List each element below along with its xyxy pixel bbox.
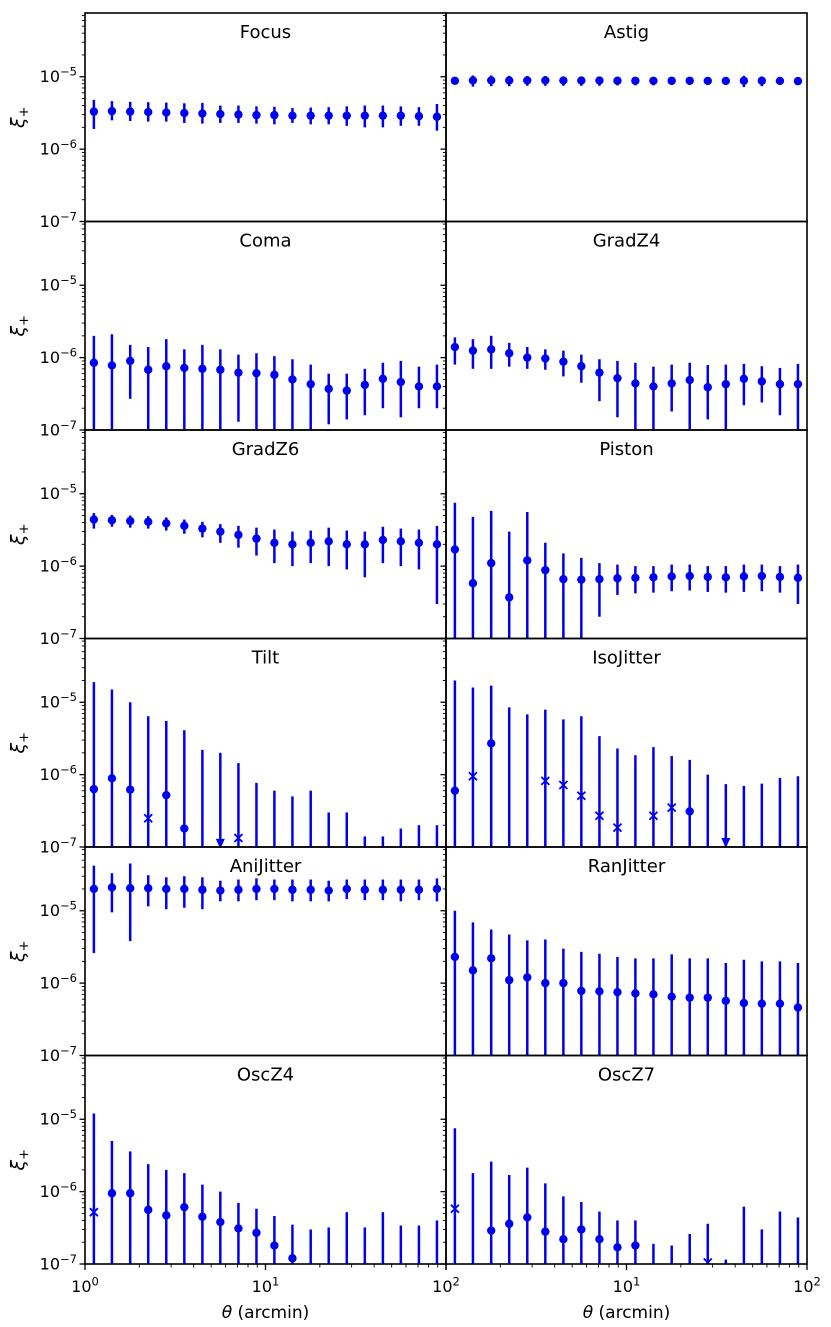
data-point bbox=[487, 76, 495, 84]
y-tick-label: $10^{-7}$ bbox=[39, 1252, 77, 1274]
data-point bbox=[90, 785, 98, 793]
data-point bbox=[577, 987, 585, 995]
data-point bbox=[270, 885, 278, 893]
data-point bbox=[415, 886, 423, 894]
data-point bbox=[397, 378, 405, 386]
data-point bbox=[361, 540, 369, 548]
data-point bbox=[252, 534, 260, 542]
data-point bbox=[198, 886, 206, 894]
data-point bbox=[776, 77, 784, 85]
data-point bbox=[126, 357, 134, 365]
data-point bbox=[90, 515, 98, 523]
data-point bbox=[523, 353, 531, 361]
y-tick-label: $10^{-7}$ bbox=[39, 1043, 77, 1065]
y-tick-label: $10^{-5}$ bbox=[39, 273, 77, 295]
data-point bbox=[252, 111, 260, 119]
data-point bbox=[668, 572, 676, 580]
data-point bbox=[686, 993, 694, 1001]
data-point bbox=[722, 573, 730, 581]
data-point bbox=[415, 112, 423, 120]
data-point bbox=[198, 1213, 206, 1221]
data-point bbox=[613, 374, 621, 382]
data-point bbox=[631, 1241, 639, 1249]
data-point bbox=[794, 574, 802, 582]
data-point bbox=[343, 386, 351, 394]
panel-title: Astig bbox=[603, 22, 650, 43]
data-point bbox=[415, 382, 423, 390]
data-point bbox=[505, 76, 513, 84]
data-point bbox=[379, 886, 387, 894]
data-point bbox=[234, 886, 242, 894]
data-point bbox=[180, 522, 188, 530]
data-point bbox=[686, 77, 694, 85]
data-point bbox=[613, 988, 621, 996]
data-point bbox=[541, 354, 549, 362]
y-tick-label: $10^{-7}$ bbox=[39, 626, 77, 648]
data-point bbox=[90, 885, 98, 893]
data-point bbox=[343, 540, 351, 548]
data-point bbox=[162, 519, 170, 527]
data-point bbox=[162, 1211, 170, 1219]
panel-title: OscZ7 bbox=[597, 1064, 656, 1086]
data-point bbox=[397, 886, 405, 894]
data-point bbox=[613, 77, 621, 85]
data-point bbox=[649, 77, 657, 85]
data-point bbox=[216, 527, 224, 535]
data-point bbox=[361, 111, 369, 119]
y-axis-label: $\xi_+$ bbox=[7, 940, 32, 963]
data-point bbox=[288, 375, 296, 383]
data-point bbox=[704, 77, 712, 85]
data-point bbox=[451, 343, 459, 351]
data-point bbox=[379, 111, 387, 119]
data-point bbox=[776, 573, 784, 581]
data-point bbox=[325, 886, 333, 894]
panel-title: RanJitter bbox=[587, 856, 666, 877]
data-point bbox=[451, 77, 459, 85]
data-point bbox=[325, 385, 333, 393]
x-axis-label: θ (arcmin) bbox=[582, 1303, 671, 1323]
data-point bbox=[577, 76, 585, 84]
data-point bbox=[180, 824, 188, 832]
data-point bbox=[379, 536, 387, 544]
y-tick-label: $10^{-6}$ bbox=[39, 345, 77, 368]
data-point bbox=[252, 369, 260, 377]
data-point bbox=[108, 883, 116, 891]
data-point bbox=[270, 1241, 278, 1249]
data-point bbox=[595, 76, 603, 84]
data-point bbox=[595, 1235, 603, 1243]
data-point bbox=[162, 108, 170, 116]
data-point bbox=[523, 1213, 531, 1221]
data-point bbox=[523, 556, 531, 564]
data-point bbox=[740, 999, 748, 1007]
data-point bbox=[307, 111, 315, 119]
data-point bbox=[686, 376, 694, 384]
y-tick-label: $10^{-5}$ bbox=[39, 1107, 77, 1129]
data-point bbox=[144, 518, 152, 526]
data-point bbox=[631, 989, 639, 997]
data-point bbox=[126, 785, 134, 793]
panel-title: OscZ4 bbox=[236, 1064, 295, 1086]
data-point bbox=[180, 885, 188, 893]
y-tick-label: $10^{-7}$ bbox=[39, 418, 77, 440]
data-point bbox=[559, 1235, 567, 1243]
data-point bbox=[686, 572, 694, 580]
data-point bbox=[108, 107, 116, 115]
data-point bbox=[216, 366, 224, 374]
data-point bbox=[541, 1227, 549, 1235]
data-point bbox=[758, 377, 766, 385]
data-point bbox=[180, 1203, 188, 1211]
data-point bbox=[126, 517, 134, 525]
data-point bbox=[180, 109, 188, 117]
data-point bbox=[740, 572, 748, 580]
data-point bbox=[270, 371, 278, 379]
data-point bbox=[198, 109, 206, 117]
data-point bbox=[595, 368, 603, 376]
data-point bbox=[613, 574, 621, 582]
y-tick-label: $10^{-6}$ bbox=[39, 554, 77, 576]
data-point bbox=[794, 1003, 802, 1011]
data-point bbox=[162, 362, 170, 370]
data-point bbox=[144, 884, 152, 892]
panel-title: GradZ6 bbox=[231, 439, 300, 460]
data-point bbox=[144, 366, 152, 374]
data-point bbox=[631, 379, 639, 387]
data-point bbox=[90, 359, 98, 367]
x-tick-label: $10^0$ bbox=[71, 1274, 99, 1296]
data-point bbox=[722, 380, 730, 388]
data-point bbox=[649, 990, 657, 998]
data-point bbox=[631, 77, 639, 85]
panel-title: Focus bbox=[239, 22, 292, 43]
data-point bbox=[180, 364, 188, 372]
data-point bbox=[288, 540, 296, 548]
data-point bbox=[162, 885, 170, 893]
data-point bbox=[270, 111, 278, 119]
data-point bbox=[559, 76, 567, 84]
data-point bbox=[668, 379, 676, 387]
data-point bbox=[397, 111, 405, 119]
data-point bbox=[559, 979, 567, 987]
y-tick-label: $10^{-6}$ bbox=[39, 971, 77, 993]
data-point bbox=[451, 953, 459, 961]
data-point bbox=[541, 76, 549, 84]
data-point bbox=[270, 539, 278, 547]
data-point bbox=[776, 999, 784, 1007]
data-point bbox=[631, 574, 639, 582]
data-point bbox=[433, 113, 441, 121]
data-point bbox=[433, 382, 441, 390]
data-point bbox=[794, 77, 802, 85]
data-point bbox=[288, 1254, 296, 1262]
y-axis-label: $\xi_+$ bbox=[7, 523, 32, 546]
data-point bbox=[198, 524, 206, 532]
data-point bbox=[505, 976, 513, 984]
data-point bbox=[758, 999, 766, 1007]
y-axis-label: $\xi_+$ bbox=[7, 731, 32, 754]
y-axis-label: $\xi_+$ bbox=[7, 1148, 32, 1171]
y-tick-label: $10^{-7}$ bbox=[39, 209, 77, 231]
y-axis-label: $\xi_+$ bbox=[7, 106, 32, 129]
data-point bbox=[325, 111, 333, 119]
data-point bbox=[451, 545, 459, 553]
x-tick-label: $10^1$ bbox=[612, 1274, 641, 1296]
data-point bbox=[234, 531, 242, 539]
x-tick-label: $10^2$ bbox=[432, 1274, 460, 1296]
x-tick-label: $10^2$ bbox=[793, 1274, 821, 1296]
data-point bbox=[469, 346, 477, 354]
y-tick-label: $10^{-5}$ bbox=[39, 690, 77, 712]
data-point bbox=[288, 886, 296, 894]
y-tick-label: $10^{-6}$ bbox=[39, 762, 77, 785]
data-point bbox=[433, 885, 441, 893]
data-point bbox=[90, 107, 98, 115]
data-point bbox=[234, 110, 242, 118]
data-point bbox=[469, 966, 477, 974]
y-axis-label: $\xi_+$ bbox=[7, 314, 32, 337]
data-point bbox=[758, 77, 766, 85]
data-point bbox=[577, 362, 585, 370]
data-point bbox=[487, 1226, 495, 1234]
data-point bbox=[559, 575, 567, 583]
data-point bbox=[307, 539, 315, 547]
data-point bbox=[288, 111, 296, 119]
data-point bbox=[252, 885, 260, 893]
data-point bbox=[559, 357, 567, 365]
data-point bbox=[577, 575, 585, 583]
data-point bbox=[216, 1218, 224, 1226]
data-point bbox=[307, 380, 315, 388]
data-point bbox=[541, 566, 549, 574]
data-point bbox=[234, 1224, 242, 1232]
data-point bbox=[108, 774, 116, 782]
panel-title: AniJitter bbox=[229, 856, 302, 877]
data-point bbox=[595, 575, 603, 583]
y-tick-label: $10^{-6}$ bbox=[39, 137, 77, 159]
data-point bbox=[216, 110, 224, 118]
data-point bbox=[523, 973, 531, 981]
data-point bbox=[740, 77, 748, 85]
data-point bbox=[144, 1206, 152, 1214]
data-point bbox=[433, 540, 441, 548]
data-point bbox=[668, 992, 676, 1000]
data-point bbox=[343, 885, 351, 893]
data-point bbox=[361, 381, 369, 389]
data-point bbox=[649, 382, 657, 390]
data-point bbox=[451, 786, 459, 794]
data-point bbox=[613, 1243, 621, 1251]
panel-title: IsoJitter bbox=[592, 647, 661, 669]
data-point bbox=[379, 375, 387, 383]
y-tick-label: $10^{-5}$ bbox=[39, 64, 77, 87]
data-point bbox=[776, 380, 784, 388]
y-tick-label: $10^{-5}$ bbox=[39, 898, 77, 921]
data-point bbox=[541, 979, 549, 987]
data-point bbox=[523, 76, 531, 84]
data-point bbox=[252, 1229, 260, 1237]
data-point bbox=[216, 886, 224, 894]
data-point bbox=[794, 380, 802, 388]
panel-title: Piston bbox=[599, 439, 654, 460]
panel-title: GradZ4 bbox=[592, 230, 661, 252]
data-point bbox=[704, 993, 712, 1001]
data-point bbox=[126, 884, 134, 892]
data-point bbox=[722, 77, 730, 85]
data-point bbox=[469, 579, 477, 587]
y-tick-label: $10^{-6}$ bbox=[39, 1179, 77, 1202]
data-point bbox=[307, 886, 315, 894]
panel-title: Tilt bbox=[251, 647, 280, 669]
data-point bbox=[704, 383, 712, 391]
data-point bbox=[649, 573, 657, 581]
data-point bbox=[505, 593, 513, 601]
data-point bbox=[325, 537, 333, 545]
y-tick-label: $10^{-7}$ bbox=[39, 835, 77, 857]
data-point bbox=[343, 111, 351, 119]
data-point bbox=[595, 987, 603, 995]
data-point bbox=[487, 739, 495, 747]
data-point bbox=[361, 886, 369, 894]
data-point bbox=[487, 345, 495, 353]
data-point bbox=[469, 76, 477, 84]
data-point bbox=[487, 954, 495, 962]
data-point bbox=[397, 537, 405, 545]
data-point bbox=[144, 108, 152, 116]
data-point bbox=[108, 1189, 116, 1197]
data-point bbox=[415, 539, 423, 547]
data-point bbox=[487, 559, 495, 567]
data-point bbox=[126, 107, 134, 115]
panel-title: Coma bbox=[239, 230, 292, 252]
data-point bbox=[704, 573, 712, 581]
data-point bbox=[108, 516, 116, 524]
data-point bbox=[577, 1225, 585, 1233]
data-point bbox=[505, 1220, 513, 1228]
y-tick-label: $10^{-5}$ bbox=[39, 481, 77, 504]
data-point bbox=[686, 807, 694, 815]
data-point bbox=[162, 791, 170, 799]
data-point bbox=[198, 365, 206, 373]
data-point bbox=[126, 1189, 134, 1197]
data-point bbox=[108, 361, 116, 369]
x-tick-label: $10^1$ bbox=[251, 1274, 280, 1296]
x-axis-label: θ (arcmin) bbox=[221, 1303, 310, 1323]
data-point bbox=[234, 368, 242, 376]
data-point bbox=[505, 349, 513, 357]
data-point bbox=[758, 572, 766, 580]
data-point bbox=[740, 375, 748, 383]
data-point bbox=[668, 77, 676, 85]
data-point bbox=[722, 997, 730, 1005]
